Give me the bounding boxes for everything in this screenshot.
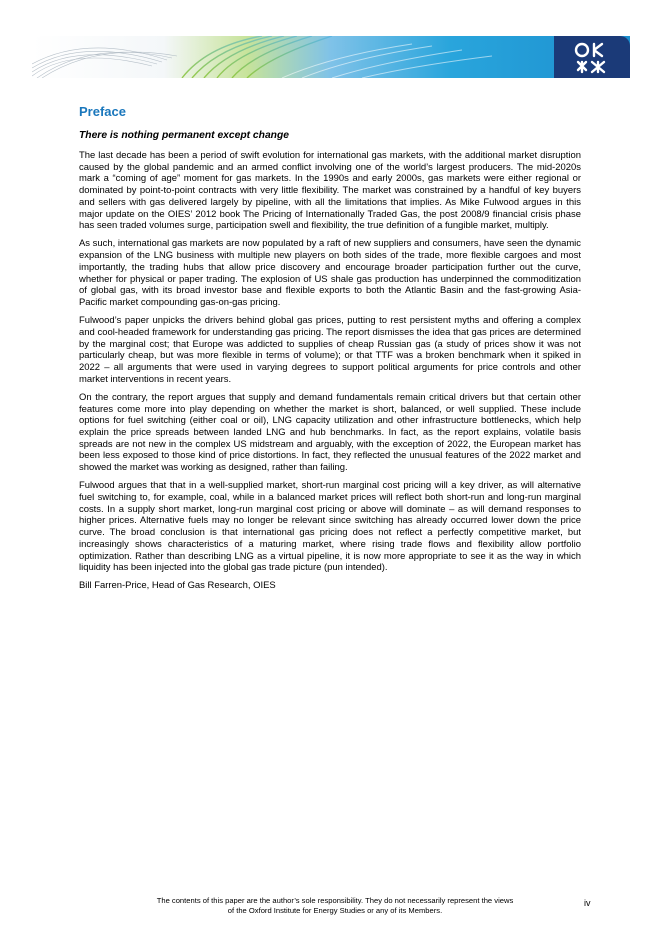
signature: Bill Farren-Price, Head of Gas Research, OIES [79, 580, 276, 592]
paragraph: Fulwood argues that that in a well-supplied market, short-run marginal cost pricing will a key driver, as will alternative fuel switching to, for example, coal, while in a balanced market prices will reflect both short-run and long-run marginal costs. In a supply short market, long-run marginal cost pricing or above will dominate – as will demand responses to higher prices. Alternative fuels may no longer be relevant since switching has already occurred lower down the price curve. The broad conclusion is that international gas pricing does not reflect a perfectly competitive market, but increasingly shows characteristics of a maturing market, where rising trade flows and flexibility allow portfolio optimization. Rather than describing LNG as a virtual pipeline, it is now more appropriate to see it as the way in which liquidity has been injected into the global gas trade picture (pun intended). [79, 480, 581, 574]
page-subtitle: There is nothing permanent except change [79, 130, 289, 141]
paragraph: Fulwood’s paper unpicks the drivers behind global gas prices, putting to rest persistent myths and offering a complex and cool-headed framework for understanding gas pricing. The report dismisses the idea that gas prices are determined by the marginal cost; that Europe was addicted to supplies of cheap Russian gas (a study of prices show it was not particularly cheap, but was more flexible in terms of volume); or that TTF was a broken benchmark when it spiked in 2022 – all arguments that were used in varying degrees to support political arguments for price controls and other market interventions in recent years. [79, 315, 581, 385]
page-title: Preface [79, 104, 126, 119]
paragraph: As such, international gas markets are now populated by a raft of new suppliers and consumers, have seen the dynamic expansion of the LNG business with multiple new players on both sides of the trade, more flexible cargoes and most importantly, the trading hubs that allow price discovery and encourage broader participation further out the curve, whether for physical or paper trading. The explosion of US shale gas production has underpinned the commoditization of global gas, with its broad investor base and flexible exports to both the Atlantic Basin and the fast-growing Asia-Pacific market compounding gas-on-gas pricing. [79, 238, 581, 308]
page-number: iv [584, 898, 591, 908]
footer-disclaimer-line: The contents of this paper are the author’s sole responsibility. They do not necessarily represent the views [156, 896, 514, 905]
paragraph: The last decade has been a period of swift evolution for international gas markets, with the additional market disruption caused by the global pandemic and an armed conflict involving one of the world’s largest producers. The mid-2020s mark a “coming of age” moment for gas markets. In the 1990s and early 2000s, gas markets were either regional or dominated by point-to-point contracts with very little flexibility. The market was constrained by a handful of key buyers and sellers with gas delivered largely by pipeline, with all the limitations that implies. As Mike Fulwood argues in this major update on the OIES’ 2012 book The Pricing of Internationally Traded Gas, the post 2008/9 financial crisis phase has seen traded volumes surge, participation swell and flexibility, the true definition of a fungible market, multiply. [79, 150, 581, 232]
banner-graphic [32, 36, 630, 78]
preface-body [79, 150, 581, 599]
header-banner [32, 36, 630, 78]
footer-disclaimer-line: of the Oxford Institute for Energy Studies or any of its Members. [227, 905, 443, 915]
oies-logo [554, 36, 630, 78]
footer-disclaimer [100, 896, 570, 915]
paragraph: On the contrary, the report argues that supply and demand fundamentals remain critical drivers but that certain other features come more into play depending on whether the market is short, balanced, or well supplied. These include options for fuel switching (either coal or oil), LNG capacity utilization and other infrastructure bottlenecks, which help explain the price spreads between landed LNG and hub benchmarks. In fact, as the report explains, volatile basis spreads are not new in the complex US midstream and arguably, with the exception of 2022, the European market has been less exposed to those kind of price distortions. In fact, they reflected the unusual features of the 2022 market and showed the market was working as designed, rather than failing. [79, 391, 581, 474]
oies-logo-icon [554, 36, 630, 78]
